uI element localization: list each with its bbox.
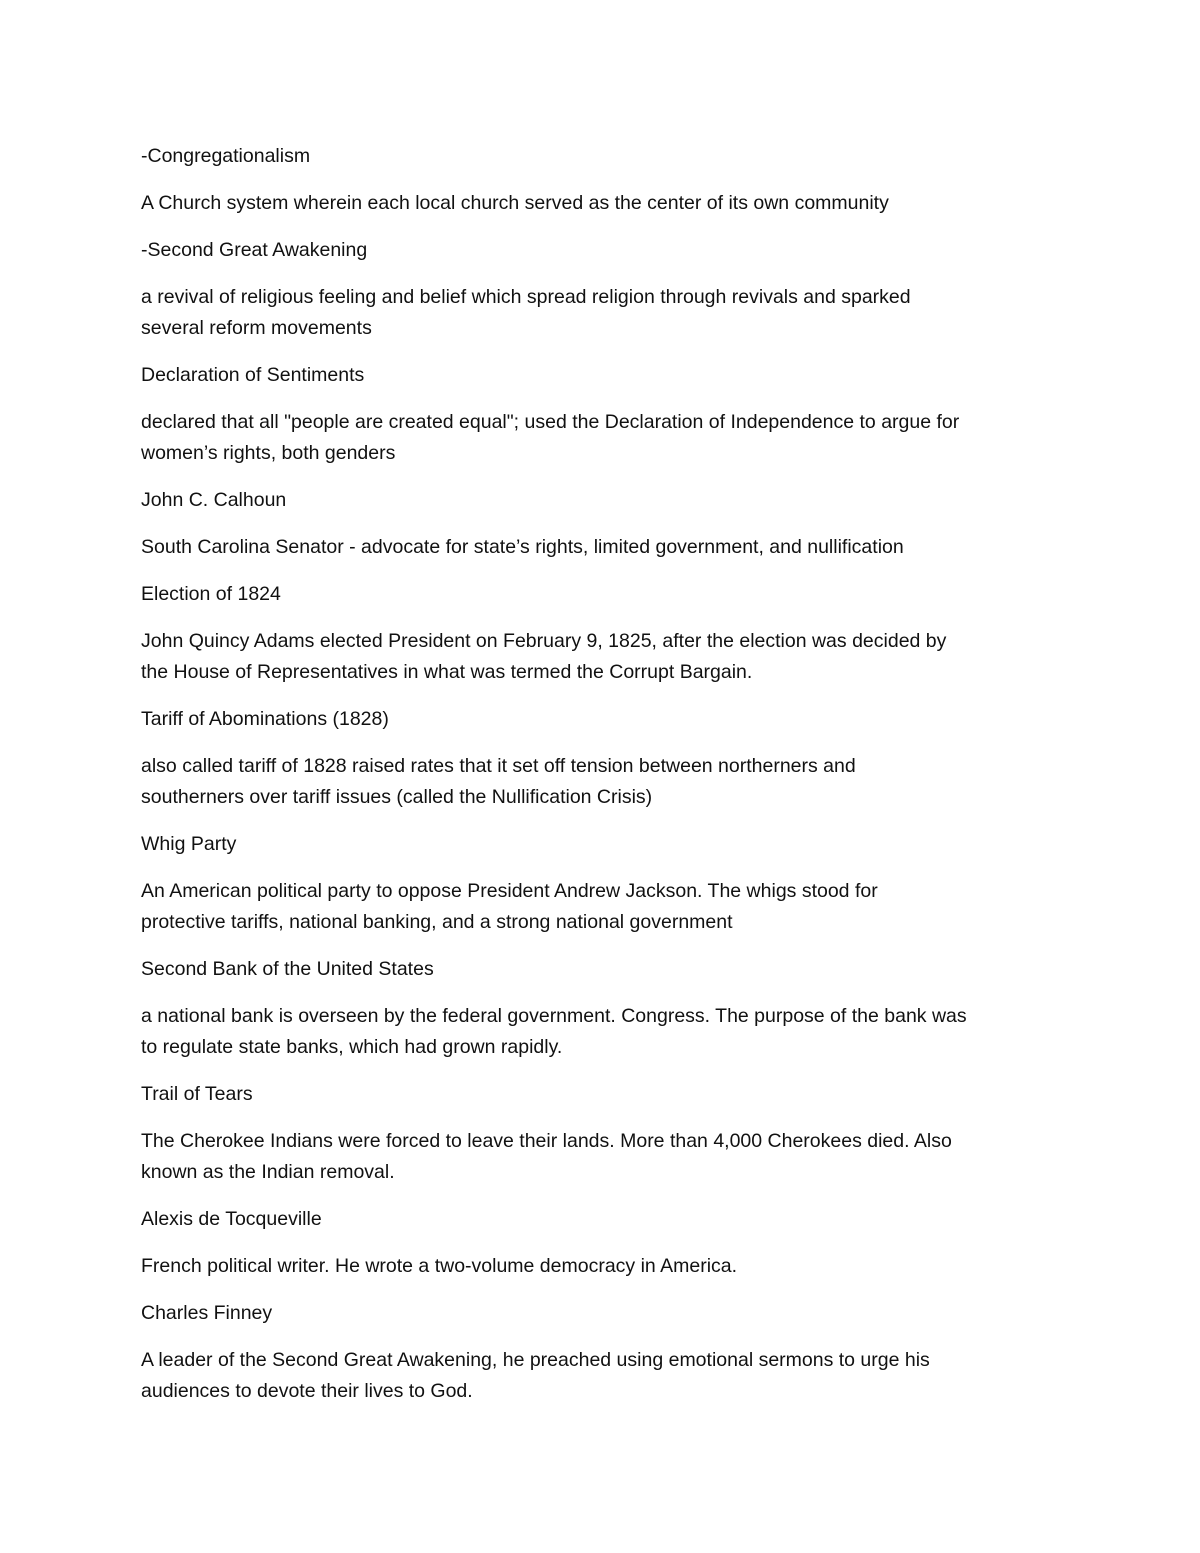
definition-alexis-de-tocqueville: French political writer. He wrote a two-volume democracy in America. — [141, 1255, 738, 1277]
term-alexis-de-tocqueville: Alexis de Tocqueville — [141, 1208, 322, 1230]
document-body — [141, 141, 1066, 1423]
definition-whig-party: An American political party to oppose President Andrew Jackson. The whigs stood for protective tariffs, national banking, and a strong national government — [141, 880, 878, 933]
definition-election-of-1824: John Quincy Adams elected President on February 9, 1825, after the election was decided by the House of Representatives in what was termed the Corrupt Bargain. — [141, 630, 947, 683]
definition-trail-of-tears: The Cherokee Indians were forced to leave their lands. More than 4,000 Cherokees died. Also known as the Indian removal. — [141, 1130, 952, 1183]
term-trail-of-tears: Trail of Tears — [141, 1083, 253, 1105]
term-second-great-awakening: -Second Great Awakening — [141, 239, 368, 261]
term-election-of-1824: Election of 1824 — [141, 583, 281, 605]
term-congregationalism: -Congregationalism — [141, 145, 311, 167]
definition-congregationalism: A Church system wherein each local church served as the center of its own community — [141, 192, 889, 214]
term-john-c-calhoun: John C. Calhoun — [141, 489, 287, 511]
term-declaration-of-sentiments: Declaration of Sentiments — [141, 364, 365, 386]
term-charles-finney: Charles Finney — [141, 1302, 273, 1324]
term-second-bank: Second Bank of the United States — [141, 958, 434, 980]
definition-second-great-awakening: a revival of religious feeling and belief which spread religion through revivals and sparked several reform movements — [141, 286, 911, 339]
definition-second-bank: a national bank is overseen by the federal government. Congress. The purpose of the bank was to regulate state banks, which had grown rapidly. — [141, 1005, 967, 1058]
term-whig-party: Whig Party — [141, 833, 237, 855]
definition-john-c-calhoun: South Carolina Senator - advocate for state’s rights, limited government, and nullification — [141, 536, 904, 558]
definition-charles-finney: A leader of the Second Great Awakening, he preached using emotional sermons to urge his audiences to devote their lives to God. — [141, 1349, 930, 1402]
definition-tariff-of-abominations: also called tariff of 1828 raised rates that it set off tension between northerners and southerners over tariff issues (called the Nullification Crisis) — [141, 755, 856, 808]
definition-declaration-of-sentiments: declared that all "people are created equal"; used the Declaration of Independence to argue for women’s rights, both genders — [141, 411, 960, 464]
term-tariff-of-abominations: Tariff of Abominations (1828) — [141, 708, 389, 730]
